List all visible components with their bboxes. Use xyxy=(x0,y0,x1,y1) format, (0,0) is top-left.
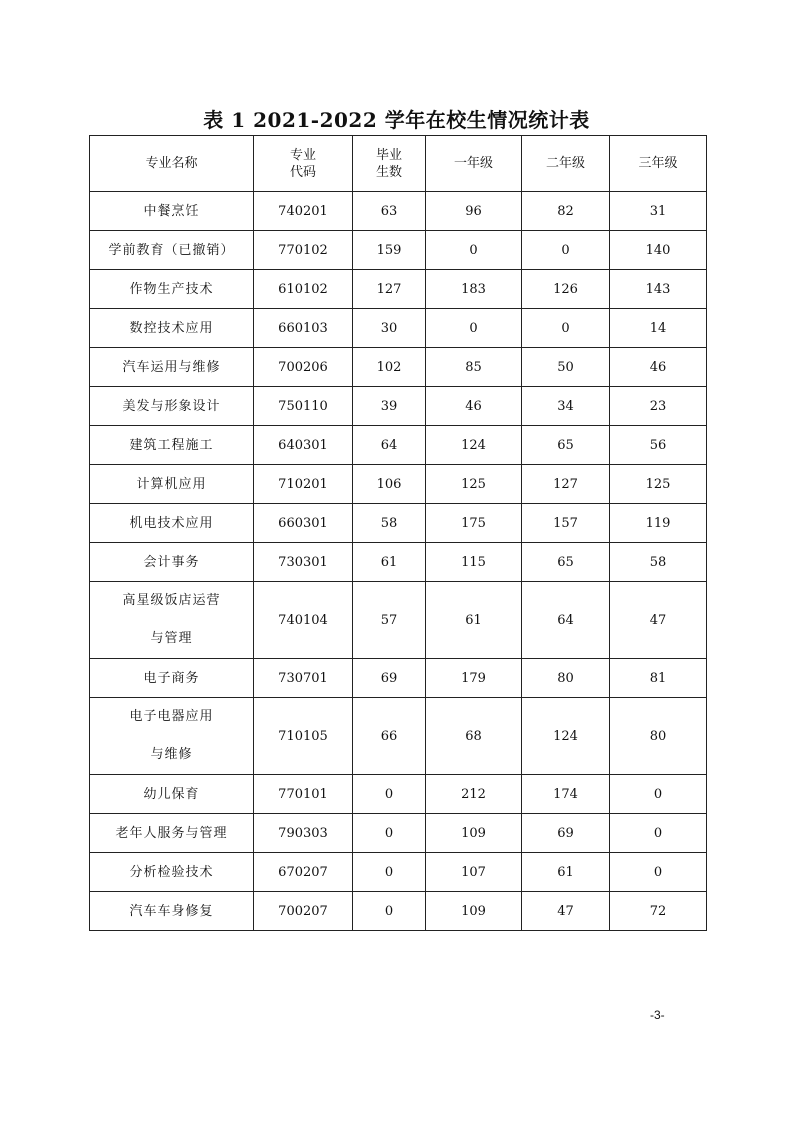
cell-year1: 124 xyxy=(426,426,522,465)
cell-graduates: 66 xyxy=(353,698,426,775)
cell-graduates: 0 xyxy=(353,775,426,814)
cell-year2: 65 xyxy=(522,426,610,465)
cell-graduates: 159 xyxy=(353,231,426,270)
header-year2: 二年级 xyxy=(522,136,610,192)
cell-major-code: 730701 xyxy=(254,659,353,698)
table-body xyxy=(90,192,707,931)
cell-graduates: 63 xyxy=(353,192,426,231)
cell-year2: 47 xyxy=(522,892,610,931)
cell-graduates: 39 xyxy=(353,387,426,426)
cell-major-name-line: 高星级饭店运营 xyxy=(122,593,221,608)
header-year3: 三年级 xyxy=(610,136,707,192)
cell-graduates: 64 xyxy=(353,426,426,465)
cell-major-code: 730301 xyxy=(254,543,353,582)
cell-year3: 80 xyxy=(610,698,707,775)
cell-major-name: 数控技术应用 xyxy=(90,309,254,348)
cell-major-name: 老年人服务与管理 xyxy=(90,814,254,853)
cell-major-code: 700207 xyxy=(254,892,353,931)
cell-year3: 14 xyxy=(610,309,707,348)
cell-year1: 46 xyxy=(426,387,522,426)
table-row xyxy=(90,270,707,309)
cell-major-code: 670207 xyxy=(254,853,353,892)
cell-major-code: 750110 xyxy=(254,387,353,426)
cell-year2: 69 xyxy=(522,814,610,853)
table-row xyxy=(90,853,707,892)
header-graduates-line1: 毕业 xyxy=(375,147,402,163)
cell-major-name: 汽车车身修复 xyxy=(90,892,254,931)
cell-year1: 68 xyxy=(426,698,522,775)
cell-year3: 56 xyxy=(610,426,707,465)
cell-year3: 0 xyxy=(610,814,707,853)
cell-year3: 125 xyxy=(610,465,707,504)
cell-year1: 0 xyxy=(426,309,522,348)
cell-major-name: 汽车运用与维修 xyxy=(90,348,254,387)
cell-year2: 80 xyxy=(522,659,610,698)
table-row xyxy=(90,192,707,231)
cell-year1: 175 xyxy=(426,504,522,543)
cell-year2: 127 xyxy=(522,465,610,504)
cell-year1: 61 xyxy=(426,582,522,659)
cell-major-code: 700206 xyxy=(254,348,353,387)
header-major-code-line2: 代码 xyxy=(289,164,316,180)
cell-year3: 23 xyxy=(610,387,707,426)
cell-major-name xyxy=(90,582,254,659)
cell-major-code: 710105 xyxy=(254,698,353,775)
cell-year1: 109 xyxy=(426,814,522,853)
cell-year3: 81 xyxy=(610,659,707,698)
cell-major-code: 740201 xyxy=(254,192,353,231)
cell-graduates: 0 xyxy=(353,853,426,892)
cell-major-code: 740104 xyxy=(254,582,353,659)
cell-year1: 96 xyxy=(426,192,522,231)
cell-year2: 64 xyxy=(522,582,610,659)
cell-major-name: 机电技术应用 xyxy=(90,504,254,543)
cell-graduates: 106 xyxy=(353,465,426,504)
table-row xyxy=(90,465,707,504)
cell-major-name: 中餐烹饪 xyxy=(90,192,254,231)
cell-major-name: 分析检验技术 xyxy=(90,853,254,892)
table-row xyxy=(90,504,707,543)
cell-major-code: 610102 xyxy=(254,270,353,309)
cell-year2: 126 xyxy=(522,270,610,309)
cell-graduates: 58 xyxy=(353,504,426,543)
cell-major-name: 建筑工程施工 xyxy=(90,426,254,465)
cell-major-code: 640301 xyxy=(254,426,353,465)
cell-year2: 82 xyxy=(522,192,610,231)
table-row xyxy=(90,775,707,814)
cell-year3: 31 xyxy=(610,192,707,231)
cell-major-code: 770102 xyxy=(254,231,353,270)
cell-year1: 125 xyxy=(426,465,522,504)
table-row xyxy=(90,543,707,582)
cell-graduates: 0 xyxy=(353,892,426,931)
cell-graduates: 69 xyxy=(353,659,426,698)
header-graduates-line2: 生数 xyxy=(375,164,402,180)
page-number: -3- xyxy=(650,1008,665,1022)
header-graduates xyxy=(353,136,426,192)
cell-year3: 0 xyxy=(610,775,707,814)
cell-major-name-line: 与维修 xyxy=(150,747,193,762)
cell-major-name: 作物生产技术 xyxy=(90,270,254,309)
table-header-row xyxy=(90,136,707,192)
cell-year2: 34 xyxy=(522,387,610,426)
cell-major-code: 790303 xyxy=(254,814,353,853)
table-row xyxy=(90,387,707,426)
cell-major-code: 660103 xyxy=(254,309,353,348)
cell-major-name: 幼儿保育 xyxy=(90,775,254,814)
cell-year3: 46 xyxy=(610,348,707,387)
cell-major-name: 会计事务 xyxy=(90,543,254,582)
cell-major-code: 660301 xyxy=(254,504,353,543)
header-year1: 一年级 xyxy=(426,136,522,192)
cell-major-name-line: 与管理 xyxy=(150,631,193,646)
cell-year1: 109 xyxy=(426,892,522,931)
cell-year1: 212 xyxy=(426,775,522,814)
table-row xyxy=(90,698,707,775)
cell-year3: 143 xyxy=(610,270,707,309)
cell-year3: 140 xyxy=(610,231,707,270)
cell-graduates: 127 xyxy=(353,270,426,309)
cell-graduates: 102 xyxy=(353,348,426,387)
cell-year2: 50 xyxy=(522,348,610,387)
cell-major-name: 美发与形象设计 xyxy=(90,387,254,426)
cell-year2: 157 xyxy=(522,504,610,543)
cell-year2: 0 xyxy=(522,231,610,270)
table-row xyxy=(90,892,707,931)
cell-major-name: 学前教育（已撤销） xyxy=(90,231,254,270)
cell-year3: 72 xyxy=(610,892,707,931)
header-major-name: 专业名称 xyxy=(90,136,254,192)
cell-year1: 179 xyxy=(426,659,522,698)
table-row xyxy=(90,348,707,387)
cell-year1: 115 xyxy=(426,543,522,582)
cell-graduates: 57 xyxy=(353,582,426,659)
cell-graduates: 30 xyxy=(353,309,426,348)
enrollment-table xyxy=(89,135,707,931)
table-row xyxy=(90,582,707,659)
cell-major-name: 电子商务 xyxy=(90,659,254,698)
cell-major-name-line: 电子电器应用 xyxy=(129,709,214,724)
cell-major-name xyxy=(90,698,254,775)
header-major-code-line1: 专业 xyxy=(289,147,316,163)
cell-year2: 65 xyxy=(522,543,610,582)
header-major-code xyxy=(254,136,353,192)
table-row xyxy=(90,426,707,465)
table-row xyxy=(90,659,707,698)
cell-year1: 183 xyxy=(426,270,522,309)
table-row xyxy=(90,814,707,853)
cell-major-code: 770101 xyxy=(254,775,353,814)
cell-year2: 61 xyxy=(522,853,610,892)
cell-graduates: 0 xyxy=(353,814,426,853)
cell-major-code: 710201 xyxy=(254,465,353,504)
cell-year2: 124 xyxy=(522,698,610,775)
table-row xyxy=(90,309,707,348)
cell-year1: 107 xyxy=(426,853,522,892)
cell-year1: 0 xyxy=(426,231,522,270)
cell-year3: 119 xyxy=(610,504,707,543)
cell-major-name: 计算机应用 xyxy=(90,465,254,504)
cell-year3: 58 xyxy=(610,543,707,582)
cell-year2: 174 xyxy=(522,775,610,814)
cell-year2: 0 xyxy=(522,309,610,348)
table-row xyxy=(90,231,707,270)
table-title: 表 1 2021-2022 学年在校生情况统计表 xyxy=(203,108,590,132)
cell-year1: 85 xyxy=(426,348,522,387)
cell-graduates: 61 xyxy=(353,543,426,582)
cell-year3: 0 xyxy=(610,853,707,892)
cell-year3: 47 xyxy=(610,582,707,659)
